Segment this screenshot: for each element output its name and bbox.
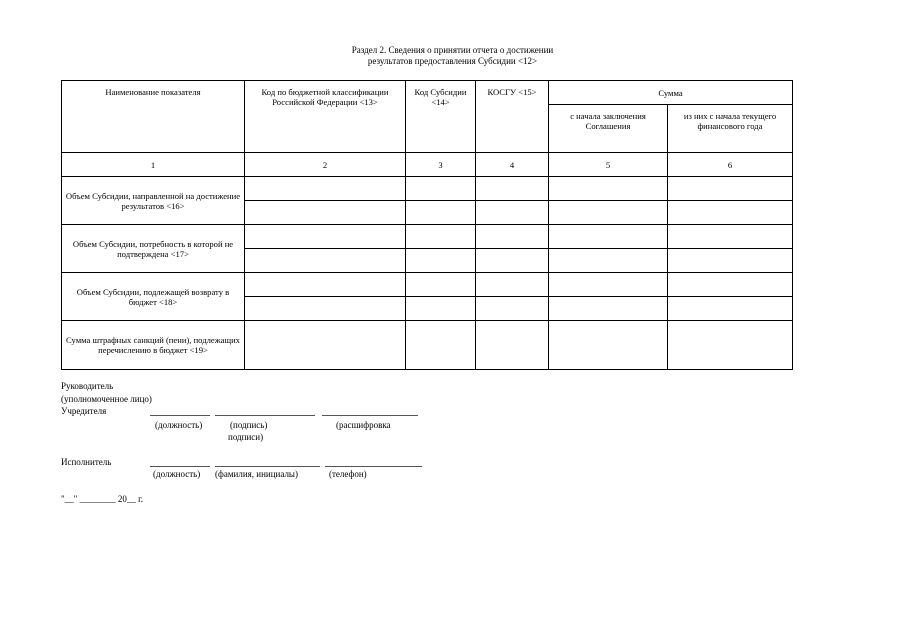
table-cell [549,201,668,225]
row-label-subsidy-unconfirmed: Объем Субсидии, потребность в которой не подтверждена <17> [62,225,245,273]
column-number: 2 [245,153,406,177]
table-cell [245,321,406,370]
section-title-line1: Раздел 2. Сведения о принятии отчета о достижении [351,45,554,55]
table-cell [476,177,549,201]
table-cell [245,225,406,249]
section-title [0,45,905,67]
table-cell [668,177,793,201]
table-cell [476,321,549,370]
decode-signature-line [322,415,418,416]
table-cell [549,225,668,249]
table-cell [245,249,406,273]
table-cell [668,249,793,273]
signature-line [215,415,315,416]
head-authorized-label: (уполномоченное лицо) [61,394,152,404]
signature-caption: (подпись) [230,420,268,430]
table-cell [245,201,406,225]
column-number: 1 [62,153,245,177]
head-label: Руководитель [61,381,114,391]
table-cell [549,321,668,370]
founder-label: Учредителя [61,406,107,416]
table-cell [406,273,476,297]
position-signature-line [150,415,210,416]
table-cell [668,297,793,321]
decode-caption: (расшифровка [336,420,391,430]
column-number: 4 [476,153,549,177]
header-indicator-name: Наименование показателя [62,81,245,153]
executor-position-caption: (должность) [153,469,201,479]
table-cell [549,297,668,321]
column-number: 6 [668,153,793,177]
table-cell [476,297,549,321]
table-cell [406,201,476,225]
table-cell [549,249,668,273]
header-sum-from-start: с начала заключения Соглашения [549,105,668,153]
table-cell [406,249,476,273]
table-cell [476,249,549,273]
header-sum-current-year: из них с начала текущего финансового года [668,105,793,153]
table-cell [406,225,476,249]
header-subsidy-code: Код Субсидии <14> [406,81,476,153]
table-cell [668,201,793,225]
table-cell [406,177,476,201]
table-cell [549,177,668,201]
header-kosgu: КОСГУ <15> [476,81,549,153]
table-cell [476,225,549,249]
executor-label: Исполнитель [61,457,112,467]
report-table [61,80,793,370]
date-line: "__" ________ 20__ г. [61,494,144,504]
header-kbk: Код по бюджетной классификации Российской Федерации <13> [245,81,406,153]
table-cell [668,273,793,297]
executor-name-caption: (фамилия, инициалы) [215,469,298,479]
column-number: 5 [549,153,668,177]
table-cell [476,273,549,297]
executor-position-line [150,466,210,467]
column-number: 3 [406,153,476,177]
row-label-subsidy-sent: Объем Субсидии, направленной на достижение результатов <16> [62,177,245,225]
table-cell [476,201,549,225]
table-cell [245,177,406,201]
table-cell [549,273,668,297]
table-cell [668,321,793,370]
signature-caption-continued: подписи) [228,432,264,442]
table-cell [406,321,476,370]
table-cell [245,273,406,297]
table-cell [668,225,793,249]
header-sum: Сумма [549,81,793,105]
table-cell [406,297,476,321]
executor-phone-line [325,466,422,467]
row-label-penalties: Сумма штрафных санкций (пени), подлежащих перечислению в бюджет <19> [62,321,245,370]
position-caption: (должность) [155,420,203,430]
executor-phone-caption: (телефон) [329,469,367,479]
table-cell [245,297,406,321]
row-label-subsidy-return: Объем Субсидии, подлежащей возврату в бюджет <18> [62,273,245,321]
executor-name-line [215,466,320,467]
section-title-line2: результатов предоставления Субсидии <12> [367,56,538,66]
